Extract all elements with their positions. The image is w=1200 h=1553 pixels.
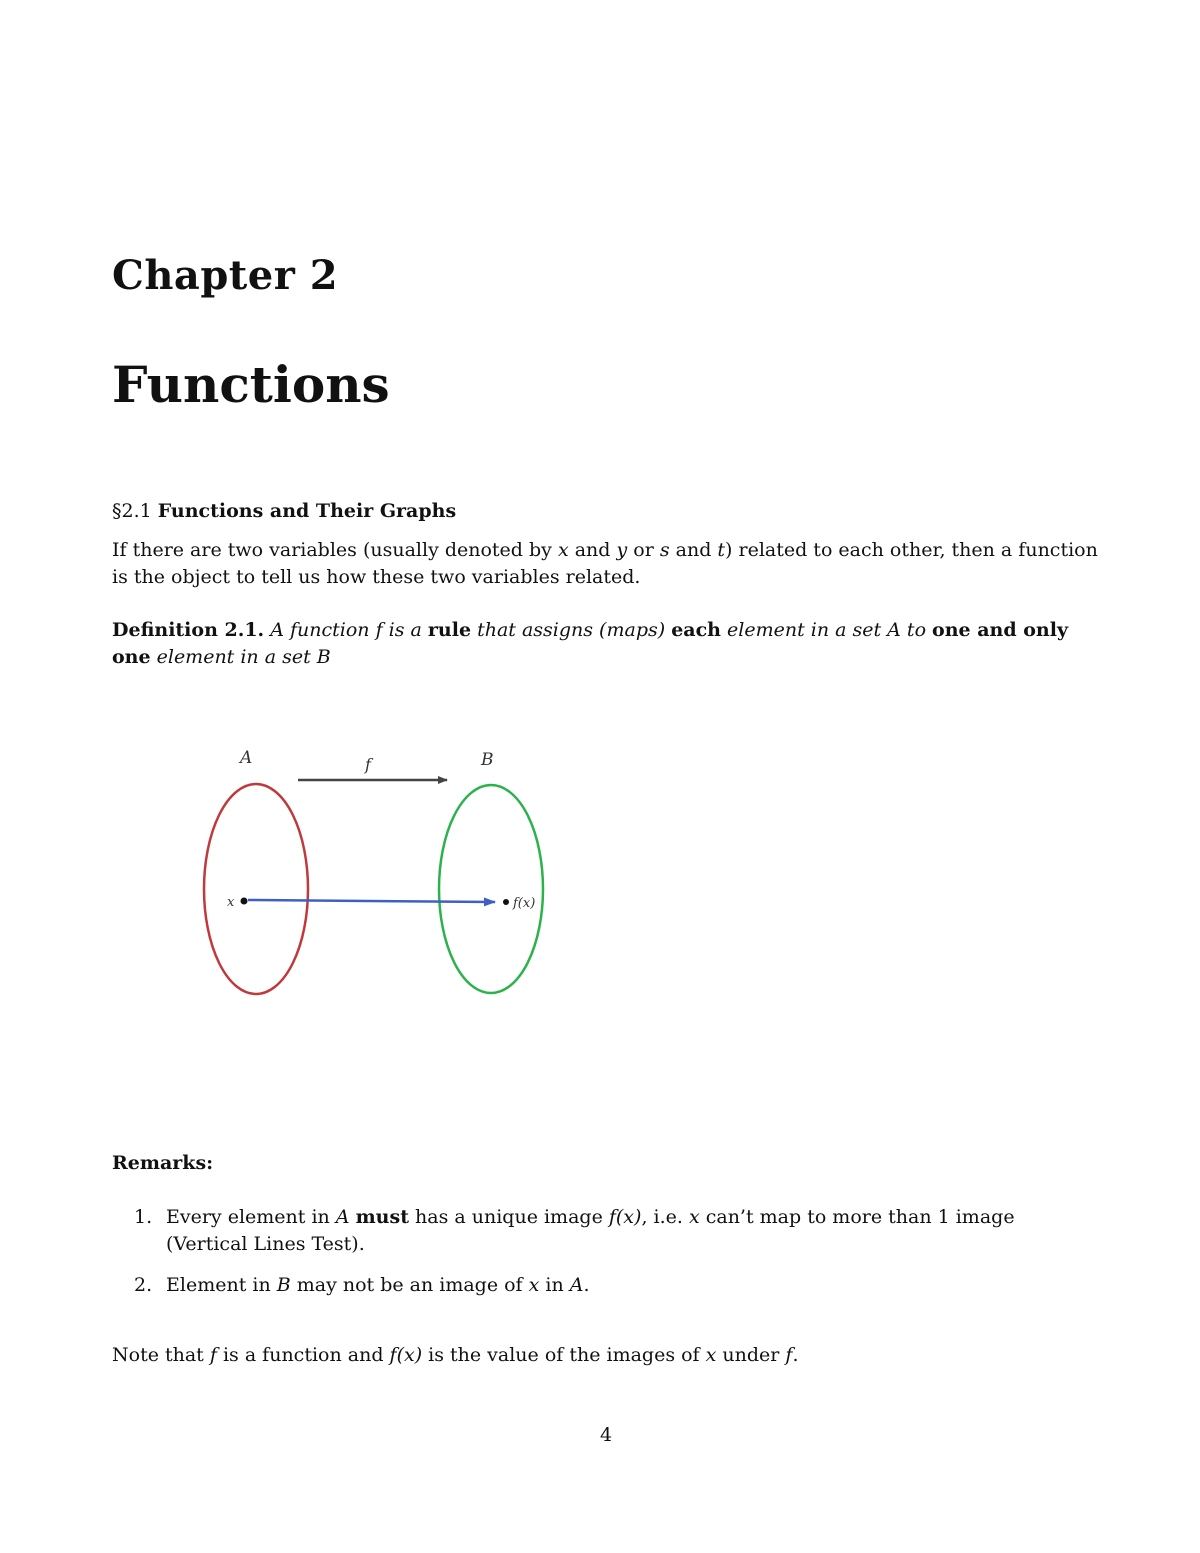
note-text: Note that bbox=[112, 1344, 210, 1366]
element-point bbox=[241, 898, 248, 905]
math-f: f bbox=[375, 619, 383, 641]
element-arrow bbox=[248, 900, 495, 902]
set-a-label: A bbox=[240, 748, 253, 768]
image-point bbox=[503, 899, 509, 905]
math-A: A bbox=[569, 1274, 584, 1296]
list-number: 1. bbox=[134, 1206, 153, 1228]
set-b-ellipse bbox=[439, 785, 543, 993]
definition-text: element in a set bbox=[720, 619, 888, 641]
list-item bbox=[112, 1272, 1102, 1299]
image-label: f(x) bbox=[513, 896, 536, 911]
math-A: A bbox=[887, 619, 901, 641]
definition-text: that assigns (maps) bbox=[471, 619, 672, 641]
section-title: Functions and Their Graphs bbox=[157, 500, 457, 522]
math-x: x bbox=[688, 1206, 700, 1228]
remark-text: Element in bbox=[166, 1274, 277, 1296]
math-f: f bbox=[209, 1344, 217, 1366]
element-label: x bbox=[227, 895, 235, 910]
remark-text: Every element in bbox=[166, 1206, 336, 1228]
page-title: Functions bbox=[112, 355, 390, 414]
math-x: x bbox=[528, 1274, 540, 1296]
remark-text: , i.e. bbox=[641, 1206, 689, 1228]
math-fx: f(x) bbox=[608, 1206, 642, 1228]
note-text: is a function and bbox=[216, 1344, 390, 1366]
definition-text: A function bbox=[270, 619, 376, 641]
remark-text: . bbox=[583, 1274, 590, 1296]
intro-text: ) related to each other, then a function is the object to tell us how these two variables related. bbox=[112, 539, 1098, 588]
definition-text: to bbox=[900, 619, 933, 641]
definition-emphasis: one and only one bbox=[112, 619, 1069, 668]
intro-paragraph bbox=[112, 537, 1102, 591]
section-number: §2.1 bbox=[112, 500, 152, 522]
list-number: 2. bbox=[134, 1274, 153, 1296]
intro-text: If there are two variables (usually denoted by bbox=[112, 539, 558, 561]
math-A: A bbox=[335, 1206, 350, 1228]
math-x: x bbox=[557, 539, 569, 561]
map-label: f bbox=[365, 755, 371, 774]
math-x: x bbox=[705, 1344, 717, 1366]
list-item bbox=[112, 1204, 1102, 1258]
note-paragraph bbox=[112, 1342, 1102, 1369]
remark-emphasis: must bbox=[355, 1206, 409, 1228]
remark-text: can’t map to more than 1 image (Vertical Lines Test). bbox=[166, 1206, 1015, 1255]
math-f: f bbox=[785, 1344, 793, 1366]
remarks-heading: Remarks: bbox=[112, 1152, 214, 1174]
set-b-label: B bbox=[481, 750, 494, 770]
note-text: is the value of the images of bbox=[422, 1344, 706, 1366]
math-fx: f(x) bbox=[389, 1344, 423, 1366]
remarks-list bbox=[112, 1204, 1102, 1313]
definition-label: Definition 2.1. bbox=[112, 619, 265, 641]
definition-emphasis: rule bbox=[427, 619, 472, 641]
math-B: B bbox=[316, 646, 331, 668]
section-heading bbox=[112, 500, 456, 522]
function-mapping-diagram bbox=[195, 740, 555, 1005]
definition-block bbox=[112, 617, 1102, 671]
note-text: under bbox=[716, 1344, 786, 1366]
remark-text: in bbox=[539, 1274, 570, 1296]
definition-text: element in a set bbox=[150, 646, 317, 668]
math-s: s bbox=[659, 539, 670, 561]
set-a-ellipse bbox=[204, 784, 308, 994]
chapter-heading: Chapter 2 bbox=[112, 252, 339, 299]
remark-text: may not be an image of bbox=[290, 1274, 529, 1296]
math-y: y bbox=[616, 539, 628, 561]
math-t: t bbox=[717, 539, 726, 561]
intro-text: and bbox=[669, 539, 718, 561]
page-number: 4 bbox=[599, 1424, 613, 1446]
note-text: . bbox=[792, 1344, 799, 1366]
remark-text: has a unique image bbox=[408, 1206, 609, 1228]
definition-text: is a bbox=[382, 619, 428, 641]
definition-emphasis: each bbox=[671, 619, 721, 641]
math-B: B bbox=[276, 1274, 291, 1296]
intro-text: or bbox=[627, 539, 660, 561]
intro-text: and bbox=[568, 539, 617, 561]
